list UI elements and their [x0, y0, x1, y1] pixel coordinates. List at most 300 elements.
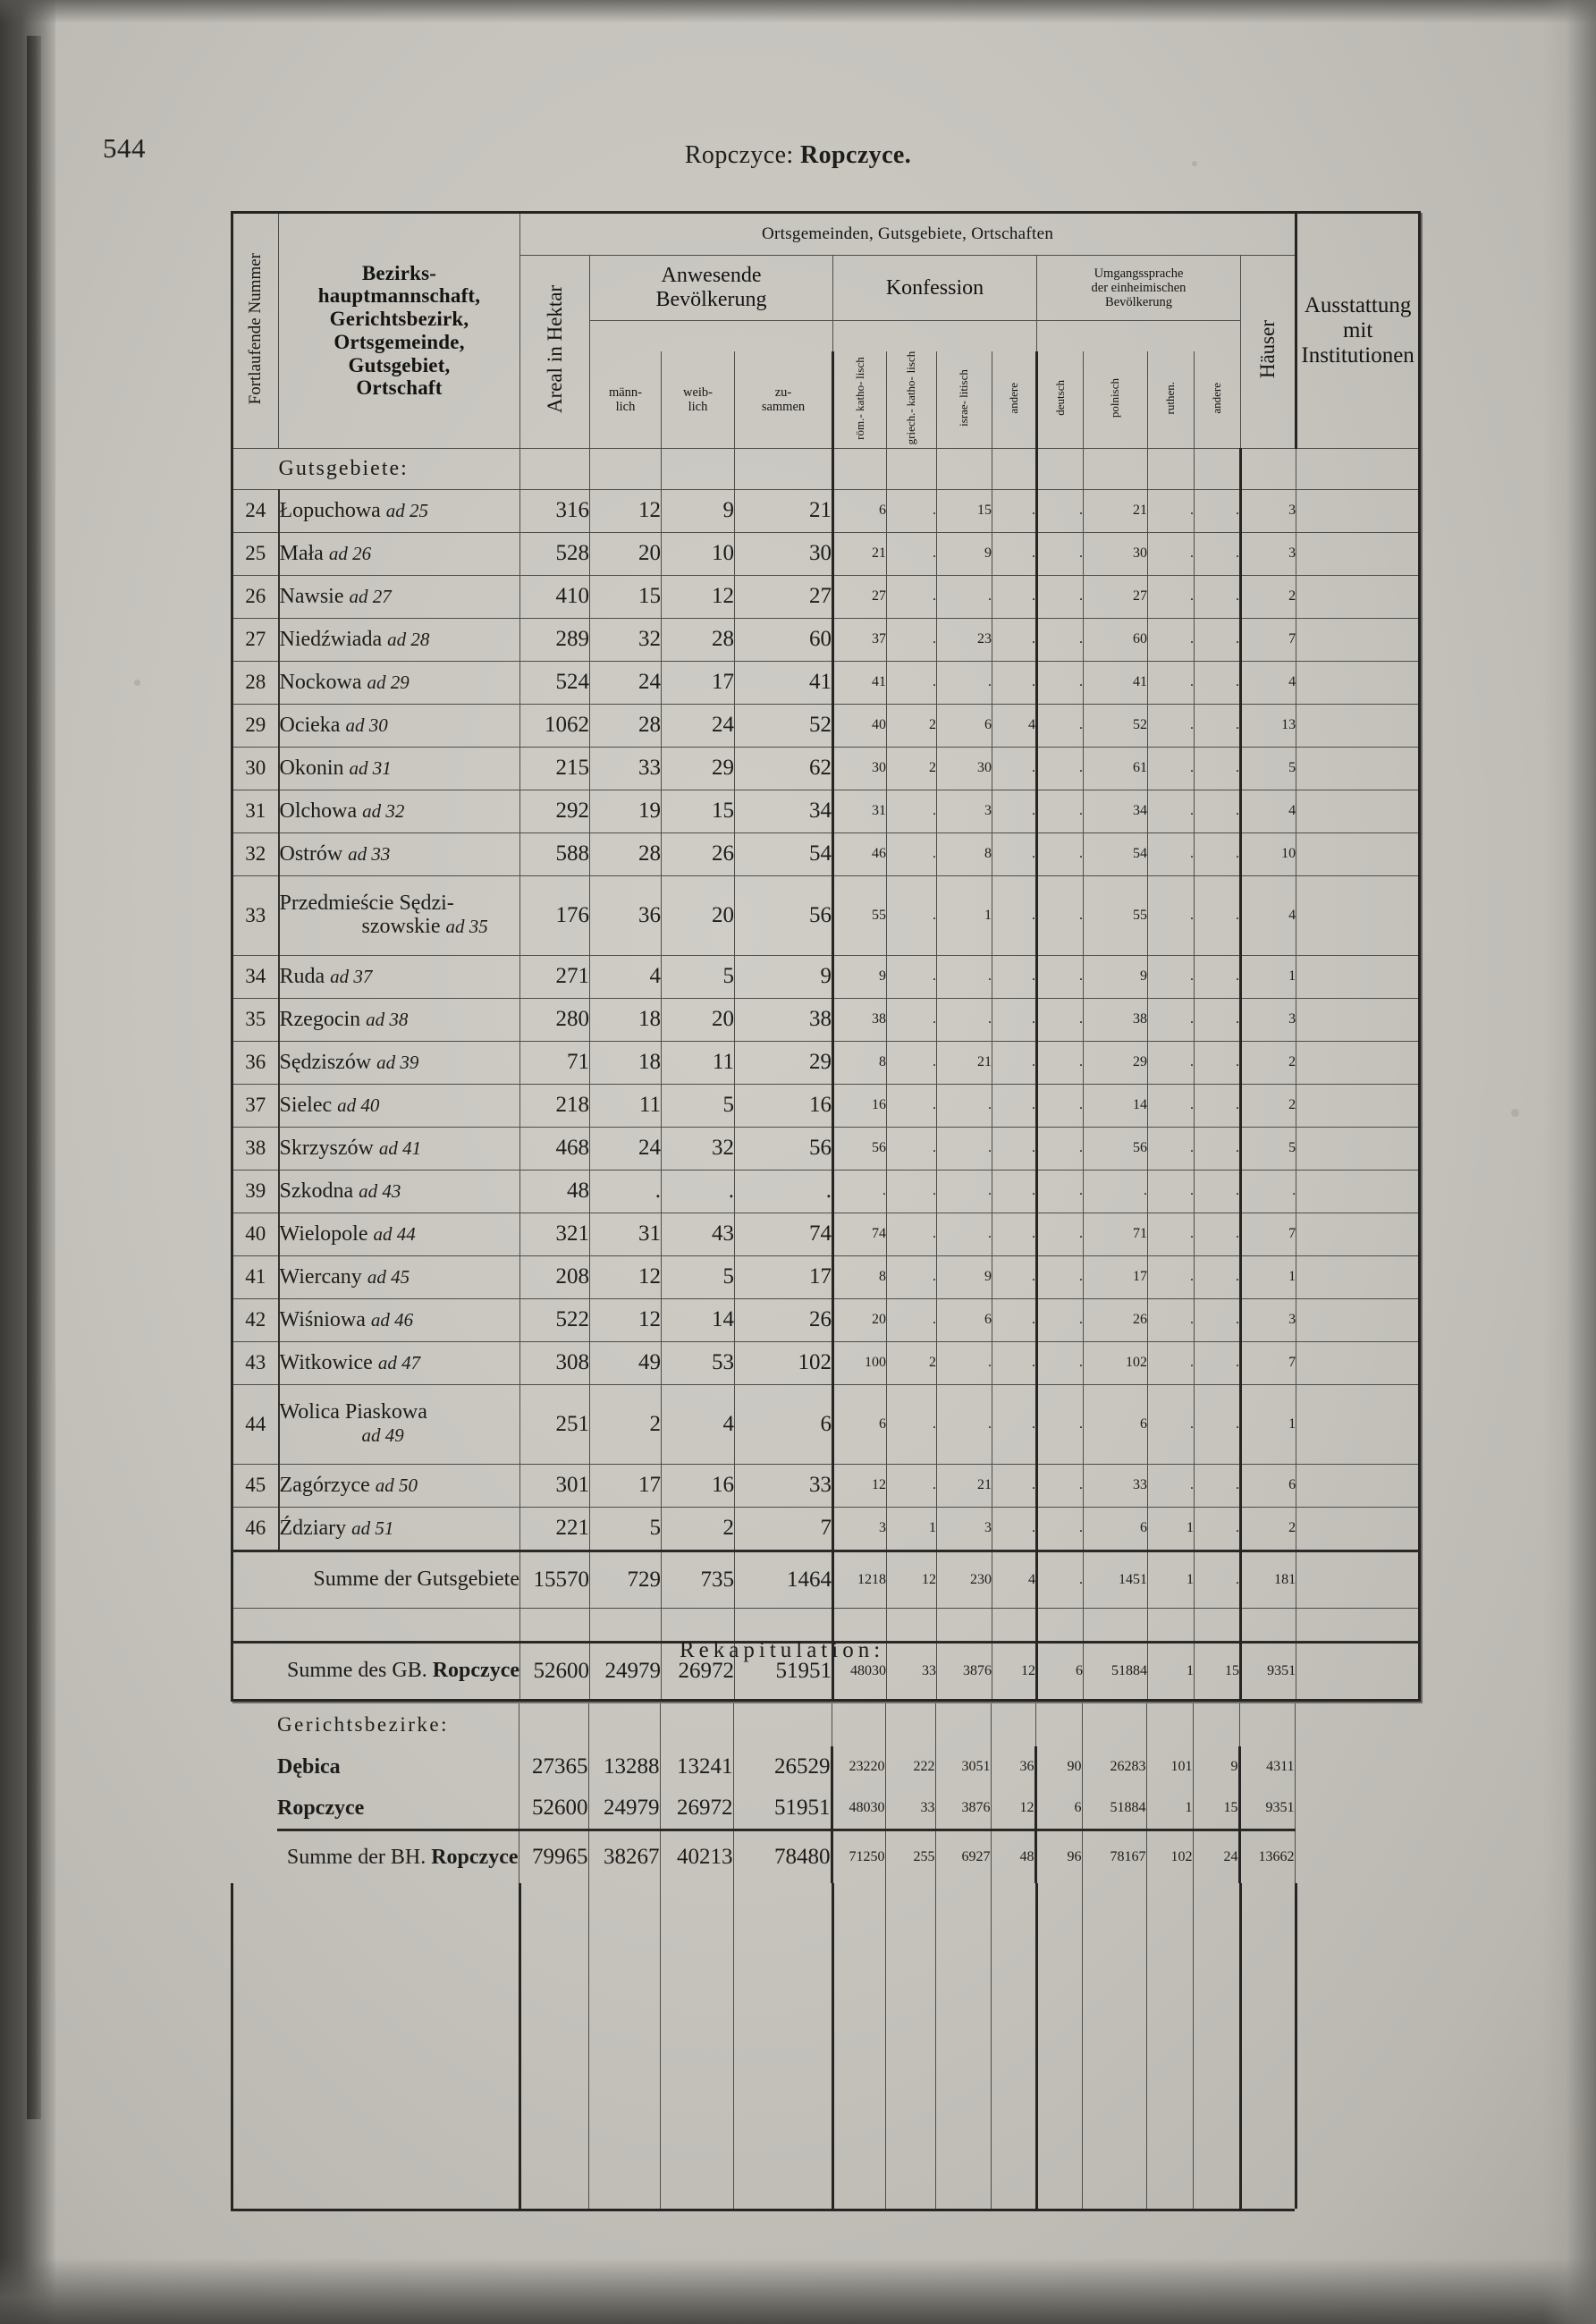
recapitulation-table [231, 1703, 1418, 1883]
cell-konf-other: 4 [992, 704, 1037, 747]
cell-ruthen: . [1148, 832, 1195, 875]
houses-label: Häuser [1256, 320, 1279, 379]
cell-izr: 8 [937, 832, 992, 875]
cell-gk: . [887, 1127, 937, 1170]
cell-deutsch: . [1037, 998, 1084, 1041]
cell-ruthen: . [1148, 1170, 1195, 1213]
recap-seq-cell [231, 1787, 277, 1830]
cell-houses: 4 [1241, 790, 1296, 832]
cell-male: 33 [590, 747, 662, 790]
cell-konf-other: . [992, 747, 1037, 790]
col-header-banner: Ortsgemeinden, Gutsgebiete, Ortschaften [520, 213, 1296, 256]
cell-female: 53 [662, 1341, 735, 1384]
language-group-line-1: Umgangssprache [1094, 266, 1184, 281]
row-sequence-number: 36 [232, 1041, 279, 1084]
cell-spr-other: . [1195, 832, 1241, 875]
recap-district-name: Dębica [277, 1754, 341, 1779]
cell-female: 5 [662, 1084, 735, 1127]
cell-male: 20 [590, 532, 662, 575]
cell-total: 27 [735, 575, 833, 618]
col-header-german [1037, 351, 1084, 448]
cell-spr-other: . [1195, 875, 1241, 955]
row-sequence-number: 44 [232, 1384, 279, 1464]
cell-rk: 27 [833, 575, 887, 618]
cell-female: 32 [662, 1127, 735, 1170]
cell-deutsch: . [1037, 1255, 1084, 1298]
cell-spr-other: . [1195, 532, 1241, 575]
cell-areal: 301 [520, 1464, 590, 1507]
cell-female: 26 [662, 832, 735, 875]
recap-row [231, 1746, 1418, 1787]
cell-houses: 5 [1241, 747, 1296, 790]
recap-seq-empty [231, 1703, 277, 1746]
cell-institutions [1296, 1127, 1420, 1170]
row-place-reference: ad 26 [328, 542, 372, 564]
cell-konf-other: . [992, 1384, 1037, 1464]
cell-total: 16 [735, 1084, 833, 1127]
cell-houses: 1 [1241, 1255, 1296, 1298]
cell-konf-other: . [992, 955, 1037, 998]
cell-ruthen: . [1148, 1127, 1195, 1170]
row-sequence-number: 27 [232, 618, 279, 661]
col-header-sequence-label: Fortlaufende Nummer [246, 252, 266, 404]
table-row [232, 1127, 1420, 1170]
cell-izr: 1 [937, 875, 992, 955]
cell-konf-other: . [992, 1255, 1037, 1298]
cell-gk: . [887, 955, 937, 998]
cell-areal: 522 [520, 1298, 590, 1341]
cell-rk: 74 [833, 1213, 887, 1255]
row-place-name-line1: Przedmieście Sędzi- [279, 892, 454, 916]
cell-ruthen: . [1148, 661, 1195, 704]
total-cell-deutsch: 6 [1037, 1642, 1084, 1700]
recap-cell-rk: 23220 [832, 1746, 885, 1787]
population-group-line-2: Bevölkerung [655, 288, 767, 311]
cell-houses: 7 [1241, 618, 1296, 661]
table-vertical-rule [1239, 1883, 1242, 2209]
recap-total-cell-male: 38267 [588, 1830, 660, 1884]
recap-area-empty [519, 1703, 588, 1746]
section-pl-empty [1084, 448, 1148, 489]
cell-female: 12 [662, 575, 735, 618]
header-banner-row [232, 213, 1420, 256]
cell-gk: . [887, 1384, 937, 1464]
total-cell-izr: 230 [937, 1551, 992, 1608]
table-vertical-rule [660, 1883, 661, 2209]
cell-male: 28 [590, 832, 662, 875]
cell-spr-other: . [1195, 1170, 1241, 1213]
table-row [232, 489, 1420, 532]
table-row [232, 1384, 1420, 1464]
row-sequence-number: 35 [232, 998, 279, 1041]
cell-rk: 6 [833, 1384, 887, 1464]
cell-areal: 588 [520, 832, 590, 875]
spacer-population [590, 321, 833, 352]
cell-total: 56 [735, 1127, 833, 1170]
cell-spr-other: . [1195, 1213, 1241, 1255]
cell-spr-other: . [1195, 618, 1241, 661]
cell-polnisch: 52 [1084, 704, 1148, 747]
running-head-main: Ropczyce. [800, 141, 912, 169]
cell-houses: 3 [1241, 1298, 1296, 1341]
population-group-line-1: Anwesende [661, 264, 762, 288]
cell-polnisch: 71 [1084, 1213, 1148, 1255]
cell-spr-other: . [1195, 1255, 1241, 1298]
cell-polnisch: 60 [1084, 618, 1148, 661]
table-row [232, 955, 1420, 998]
cell-deutsch: . [1037, 532, 1084, 575]
col-header-houses [1241, 256, 1296, 449]
cell-male: 12 [590, 1298, 662, 1341]
cell-konf-other: . [992, 875, 1037, 955]
row-sequence-number: 46 [232, 1507, 279, 1551]
cell-areal: 524 [520, 661, 590, 704]
cell-houses: 10 [1241, 832, 1296, 875]
section-heading-label: Gutsgebiete: [279, 448, 520, 489]
table-vertical-rule [733, 1883, 734, 2209]
cell-gk: 1 [887, 1507, 937, 1551]
table-row [232, 1041, 1420, 1084]
total-cell-total: 1464 [735, 1551, 833, 1608]
recap-total-row [231, 1830, 1418, 1884]
cell-spr-other: . [1195, 704, 1241, 747]
recap-cell-izr: 3051 [935, 1746, 991, 1787]
cell-gk: . [887, 875, 937, 955]
table-vertical-rule [885, 1883, 886, 2209]
section-male-empty [590, 448, 662, 489]
recap-cell-areal: 52600 [519, 1787, 588, 1830]
total-cell-spr-other: . [1195, 1551, 1241, 1608]
cell-male: 15 [590, 575, 662, 618]
cell-areal: 48 [520, 1170, 590, 1213]
cell-female: 20 [662, 875, 735, 955]
table-row [232, 1084, 1420, 1127]
place-header-line-2: hauptmannschaft, [317, 284, 481, 308]
cell-gk: . [887, 1464, 937, 1507]
cell-total: 41 [735, 661, 833, 704]
recap-cell-institutions [1295, 1746, 1418, 1787]
cell-total: 6 [735, 1384, 833, 1464]
col-header-place [279, 213, 520, 449]
cell-gk: . [887, 575, 937, 618]
cell-houses: 1 [1241, 1384, 1296, 1464]
polish-label: polnisch [1108, 378, 1122, 418]
row-place-reference: ad 46 [370, 1308, 414, 1331]
section-area-empty [520, 448, 590, 489]
cell-female: 14 [662, 1298, 735, 1341]
cell-institutions [1296, 790, 1420, 832]
section-izr-empty [937, 448, 992, 489]
total-cell-rk: 1218 [833, 1551, 887, 1608]
cell-spr-other: . [1195, 790, 1241, 832]
cell-spr-other: . [1195, 1341, 1241, 1384]
statistics-table-body [232, 489, 1420, 1551]
cell-deutsch: . [1037, 661, 1084, 704]
table-vertical-rule [832, 1883, 834, 2209]
cell-deutsch: . [1037, 1127, 1084, 1170]
cell-konf-other: . [992, 1170, 1037, 1213]
row-place-name: Mała ad 26 [279, 532, 520, 575]
cell-deutsch: . [1037, 832, 1084, 875]
cell-gk: . [887, 1255, 937, 1298]
cell-areal: 208 [520, 1255, 590, 1298]
recap-cell-konf-other: 12 [991, 1787, 1035, 1830]
recapitulation-total [231, 1830, 1418, 1884]
row-place-name [279, 1384, 520, 1464]
cell-areal: 218 [520, 1084, 590, 1127]
cell-institutions [1296, 747, 1420, 790]
cell-polnisch: 33 [1084, 1464, 1148, 1507]
row-sequence-number: 30 [232, 747, 279, 790]
row-place-name: Łopuchowa ad 25 [279, 489, 520, 532]
cell-rk: 37 [833, 618, 887, 661]
institutions-line-1: Ausstattung [1304, 292, 1412, 317]
recap-total-cell-konf-other: 48 [991, 1830, 1035, 1884]
cell-polnisch: 102 [1084, 1341, 1148, 1384]
cell-ruthen: . [1148, 1041, 1195, 1084]
table-row [232, 1170, 1420, 1213]
row-place-reference: ad 27 [349, 585, 392, 607]
cell-rk: 100 [833, 1341, 887, 1384]
cell-gk: . [887, 618, 937, 661]
cell-polnisch: 14 [1084, 1084, 1148, 1127]
cell-houses: 13 [1241, 704, 1296, 747]
cell-ruthen: . [1148, 532, 1195, 575]
table-row [232, 704, 1420, 747]
row-place-reference: ad 40 [337, 1094, 380, 1116]
row-sequence-number: 39 [232, 1170, 279, 1213]
row-place-reference: ad 44 [373, 1222, 416, 1245]
total-spacer-row [232, 1608, 1420, 1642]
total-cell-konf-other: 4 [992, 1551, 1037, 1608]
cell-ruthen: . [1148, 998, 1195, 1041]
section-heading-row [232, 448, 1420, 489]
row-place-name: Ruda ad 37 [279, 955, 520, 998]
cell-ruthen: . [1148, 747, 1195, 790]
scan-binding-shadow [27, 36, 41, 2119]
cell-spr-other: . [1195, 747, 1241, 790]
cell-institutions [1296, 1084, 1420, 1127]
table-row [232, 618, 1420, 661]
cell-rk: 6 [833, 489, 887, 532]
cell-rk: 12 [833, 1464, 887, 1507]
recap-konfother-empty [991, 1703, 1035, 1746]
language-group-line-2: der einheimischen [1091, 280, 1186, 295]
section-total-empty [735, 448, 833, 489]
cell-gk: . [887, 1041, 937, 1084]
recap-de-empty [1035, 1703, 1082, 1746]
cell-ruthen: . [1148, 618, 1195, 661]
cell-izr: . [937, 1384, 992, 1464]
col-header-male [590, 351, 662, 448]
total-spacer-cell [1241, 1608, 1296, 1642]
total-cell-male: 729 [590, 1551, 662, 1608]
cell-areal: 308 [520, 1341, 590, 1384]
greek-catholic-label: griech.- katho- lisch [904, 351, 918, 445]
cell-spr-other: . [1195, 1507, 1241, 1551]
cell-male: 12 [590, 1255, 662, 1298]
ruthenian-label: ruthen. [1163, 381, 1178, 415]
recap-cell-izr: 3876 [935, 1787, 991, 1830]
row-place-reference: ad 51 [351, 1517, 394, 1539]
col-header-total [735, 351, 833, 448]
cell-male: 49 [590, 1341, 662, 1384]
cell-areal: 292 [520, 790, 590, 832]
row-sequence-number: 38 [232, 1127, 279, 1170]
total-spacer-cell [662, 1608, 735, 1642]
scan-edge-top [0, 0, 1596, 23]
row-sequence-number: 42 [232, 1298, 279, 1341]
row-sequence-number: 43 [232, 1341, 279, 1384]
cell-ruthen: . [1148, 575, 1195, 618]
paper-speck [1511, 1109, 1519, 1117]
cell-gk: . [887, 832, 937, 875]
cell-izr: 9 [937, 1255, 992, 1298]
recap-cell-spr-other: 9 [1193, 1746, 1239, 1787]
cell-total: 21 [735, 489, 833, 532]
cell-ruthen: . [1148, 1084, 1195, 1127]
cell-rk: 8 [833, 1255, 887, 1298]
row-place-reference: ad 30 [345, 714, 388, 736]
row-place-reference: ad 41 [378, 1137, 422, 1159]
cell-areal: 251 [520, 1384, 590, 1464]
recap-total-cell-deutsch: 96 [1035, 1830, 1082, 1884]
israelite-label: israe- litisch [957, 369, 971, 427]
section-sprother-empty [1195, 448, 1241, 489]
recap-subheading-row [231, 1703, 1418, 1746]
cell-konf-other: . [992, 790, 1037, 832]
cell-female: 9 [662, 489, 735, 532]
recap-cell-institutions [1295, 1787, 1418, 1830]
total-spacer-cell [1037, 1608, 1084, 1642]
cell-polnisch: 6 [1084, 1384, 1148, 1464]
language-other-label: andere [1210, 382, 1224, 414]
recap-total-empty [733, 1703, 832, 1746]
cell-male: 2 [590, 1384, 662, 1464]
recap-ru-empty [1146, 1703, 1193, 1746]
cell-polnisch: 29 [1084, 1041, 1148, 1084]
cell-polnisch: . [1084, 1170, 1148, 1213]
cell-total: 62 [735, 747, 833, 790]
recap-cell-houses: 4311 [1239, 1746, 1295, 1787]
total-cell-polnisch: 51884 [1084, 1642, 1148, 1700]
cell-institutions [1296, 1041, 1420, 1084]
col-header-polish [1084, 351, 1148, 448]
cell-institutions [1296, 1384, 1420, 1464]
row-place-name: Olchowa ad 32 [279, 790, 520, 832]
spacer-language [1037, 321, 1241, 352]
cell-male: 11 [590, 1084, 662, 1127]
row-place-name: Szkodna ad 43 [279, 1170, 520, 1213]
cell-rk: 38 [833, 998, 887, 1041]
cell-total: . [735, 1170, 833, 1213]
row-place-reference: ad 39 [376, 1051, 419, 1073]
recap-total-cell-ruthen: 102 [1146, 1830, 1193, 1884]
total-cell-institutions [1296, 1551, 1420, 1608]
spacer-confession [833, 321, 1037, 352]
cell-ruthen: . [1148, 1298, 1195, 1341]
col-header-greek-catholic [887, 351, 937, 448]
cell-deutsch: . [1037, 1084, 1084, 1127]
cell-male: 31 [590, 1213, 662, 1255]
cell-spr-other: . [1195, 1041, 1241, 1084]
table-vertical-rule [519, 1883, 521, 2209]
cell-rk: 21 [833, 532, 887, 575]
recap-district-name: Ropczyce [277, 1796, 365, 1820]
cell-gk: . [887, 1298, 937, 1341]
table-row [232, 790, 1420, 832]
cell-gk: . [887, 1170, 937, 1213]
recap-cell-gk: 222 [885, 1746, 935, 1787]
row-place-name: Zagórzyce ad 50 [279, 1464, 520, 1507]
recap-cell-female: 13241 [660, 1746, 733, 1787]
total-spacer-cell [833, 1608, 887, 1642]
cell-female: 2 [662, 1507, 735, 1551]
cell-ruthen: 1 [1148, 1507, 1195, 1551]
cell-female: . [662, 1170, 735, 1213]
cell-rk: 56 [833, 1127, 887, 1170]
cell-deutsch: . [1037, 747, 1084, 790]
cell-female: 15 [662, 790, 735, 832]
row-sequence-number: 29 [232, 704, 279, 747]
total-cell-polnisch: 1451 [1084, 1551, 1148, 1608]
total-cell-konf-other: 12 [992, 1642, 1037, 1700]
cell-ruthen: . [1148, 1464, 1195, 1507]
cell-konf-other: . [992, 532, 1037, 575]
cell-houses: 4 [1241, 661, 1296, 704]
cell-spr-other: . [1195, 1298, 1241, 1341]
cell-konf-other: . [992, 489, 1037, 532]
row-place-name: Ocieka ad 30 [279, 704, 520, 747]
recap-rk-empty [832, 1703, 885, 1746]
cell-rk: . [833, 1170, 887, 1213]
paper-speck [134, 680, 140, 686]
cell-female: 11 [662, 1041, 735, 1084]
cell-gk: . [887, 661, 937, 704]
recap-cell-total: 26529 [733, 1746, 832, 1787]
cell-houses: 5 [1241, 1127, 1296, 1170]
cell-institutions [1296, 832, 1420, 875]
cell-female: 10 [662, 532, 735, 575]
row-sequence-number: 28 [232, 661, 279, 704]
recap-total-cell-gk: 255 [885, 1830, 935, 1884]
recap-gk-empty [885, 1703, 935, 1746]
cell-polnisch: 9 [1084, 955, 1148, 998]
cell-spr-other: . [1195, 998, 1241, 1041]
table-row [232, 532, 1420, 575]
row-place-reference: ad 38 [366, 1008, 409, 1030]
cell-deutsch: . [1037, 875, 1084, 955]
cell-male: 24 [590, 1127, 662, 1170]
cell-deutsch: . [1037, 1341, 1084, 1384]
total-spacer-cell [937, 1608, 992, 1642]
row-place-name: Nockowa ad 29 [279, 661, 520, 704]
cell-houses: . [1241, 1170, 1296, 1213]
cell-deutsch: . [1037, 1464, 1084, 1507]
cell-institutions [1296, 875, 1420, 955]
cell-male: 36 [590, 875, 662, 955]
cell-polnisch: 17 [1084, 1255, 1148, 1298]
cell-total: 33 [735, 1464, 833, 1507]
cell-gk: . [887, 1084, 937, 1127]
roman-catholic-label: röm.- katho- lisch [852, 356, 866, 440]
cell-houses: 1 [1241, 955, 1296, 998]
row-sequence-number: 24 [232, 489, 279, 532]
col-header-language-group [1037, 256, 1241, 321]
cell-areal: 271 [520, 955, 590, 998]
cell-total: 29 [735, 1041, 833, 1084]
cell-female: 5 [662, 955, 735, 998]
